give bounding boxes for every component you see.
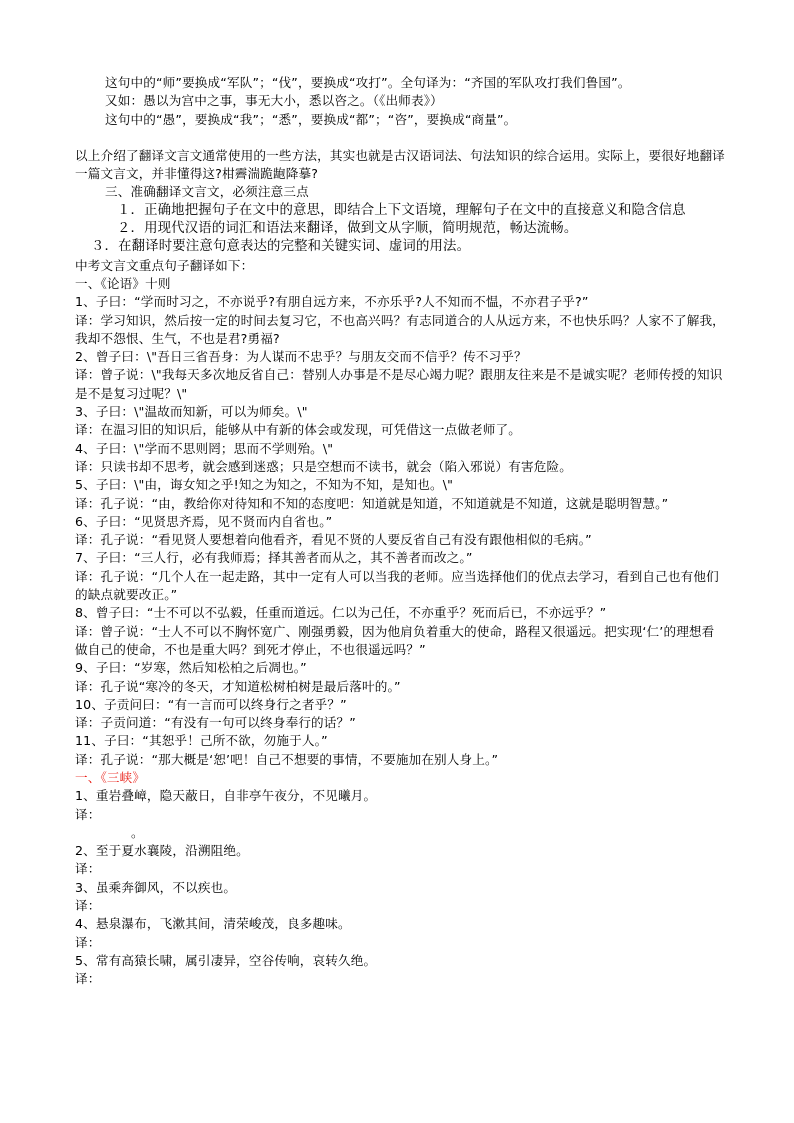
entry-question: 10、子贡问曰：“有一言而可以终身行之者乎？” (75, 696, 347, 712)
entry-translation: 译：孔子说：“看见贤人要想着向他看齐，看见不贤的人要反省自己有没有跟他相似的毛病。” (75, 532, 592, 548)
entry-question: 4、子曰：\"学而不思则罔；思而不学则殆。\" (75, 440, 334, 456)
sanxia-entry-1 (75, 787, 725, 842)
entry-translation: 译：孔子说：“几个人在一起走路，其中一定有人可以当我的老师。应当选择他们的优点去学习，看到自己也有他们的缺点就要改正。” (75, 568, 719, 603)
entry-question: 5、常有高猿长啸，属引凄异，空谷传响，哀转久绝。 (75, 952, 377, 968)
section3-item-3: ３．在翻译时要注意句意表达的完整和关键实词、虚词的用法。 (91, 239, 471, 255)
entry-translation: 译： (75, 861, 101, 877)
lunyu-entry-5 (75, 476, 725, 513)
sanxia-heading: 一、《三峡》 (75, 769, 146, 785)
entry-question: 8、曾子曰：“士不可以不弘毅，任重而道远。仁以为己任，不亦重乎？死而后已，不亦远乎？” (75, 605, 607, 621)
entry-translation: 译：曾子说：“士人不可以不胸怀宽广、刚强勇毅，因为他肩负着重大的使命，路程又很遥远。把实现‘仁’的理想看做自己的使命，不也是重大吗？到死才停止，不也很遥远吗？” (75, 623, 715, 657)
lunyu-entry-7 (75, 549, 725, 604)
paragraph-gap (75, 129, 725, 147)
entry-translation: 译：学习知识，然后按一定的时间去复习它，不也高兴吗？有志同道合的人从远方来，不也快乐吗？人家不了解我，我却不怨恨、生气，不也是君?勇福? (75, 312, 725, 346)
entry-translation: 译：子贡问道：“有没有一句可以终身奉行的话？” (75, 715, 356, 731)
entry-question: 3、虽乘奔御风，不以疾也。 (75, 879, 237, 895)
entry-translation: 译： (75, 898, 101, 914)
sanxia-entry-3 (75, 879, 725, 916)
intro-line-2: 又如：愚以为宫中之事，事无大小，悉以咨之。（《出师表》） (105, 93, 443, 109)
entry-question: 6、子曰：“见贤思齐焉，见不贤而内自省也。” (75, 513, 333, 529)
lunyu-entry-1 (75, 293, 725, 348)
entry-question: 2、曾子曰：\"吾日三省吾身：为人谋而不忠乎？与朋友交而不信乎？传不习乎？ (75, 349, 527, 365)
section3-item-2: ２．用现代汉语的词汇和语法来翻译，做到文从字顺，简明规范，畅达流畅。 (117, 221, 578, 237)
lunyu-entry-9 (75, 659, 725, 696)
entry-question: 7、子曰：“三人行，必有我师焉；择其善者而从之，其不善者而改之。” (75, 550, 473, 566)
intro-line-1: 这句中的“师”要换成“军队”；“伐”，要换成“攻打”。全句译为：“齐国的军队攻打我们鲁国”。 (105, 75, 631, 90)
lunyu-entry-3 (75, 403, 725, 440)
document-page (75, 74, 725, 989)
entry-translation: 译：孔子说“寒冷的冬天，才知道松树柏树是最后落叶的。” (75, 678, 401, 694)
entry-translation: 译：孔子说：“那大概是‘恕’吧！自己不想要的事情，不要施加在别人身上。” (75, 751, 499, 767)
section3-item-1: １．正确地把握句子在文中的意思，即结合上下文语境，理解句子在文中的直接意义和隐含信息 (117, 202, 686, 218)
entry-question: 11、子曰：“其恕乎！己所不欲，勿施于人。” (75, 733, 328, 749)
lunyu-entry-6 (75, 513, 725, 550)
entry-question: 9、子曰：“岁寒，然后知松柏之后凋也。” (75, 660, 307, 676)
sanxia-entry-4 (75, 915, 725, 952)
entry-question: 1、重岩叠嶂，隐天蔽日，自非亭午夜分，不见曦月。 (75, 788, 377, 804)
lunyu-entry-2 (75, 348, 725, 403)
entry-translation: 译：曾子说：\"我每天多次地反省自己：替别人办事是不是尽心竭力呢？跟朋友往来是不是诚实呢？老师传授的知识是不是复习过呢？\" (75, 367, 723, 401)
entry-translation: 译：只读书却不思考，就会感到迷惑；只是空想而不读书，就会（陷入邪说）有害危险。 (75, 458, 573, 474)
lunyu-entry-11 (75, 732, 725, 769)
entry-translation: 译： (75, 971, 101, 987)
lunyu-entry-4 (75, 440, 725, 477)
intro-line-3: 这句中的“愚”，要换成“我”；“悉”，要换成“都”；“咨”，要换成“商量”。 (105, 111, 517, 127)
summary-paragraph: 以上介绍了翻译文言文通常使用的一些方法，其实也就是古汉语词法、句法知识的综合运用。实际上，要很好地翻译一篇文言文，并非懂得这?柑霽湍跪龅降摹? (75, 147, 725, 182)
entry-translation: 译： (75, 806, 101, 822)
lunyu-entry-8 (75, 604, 725, 659)
entry-translation: 译：孔子说：“由，教给你对待知和不知的态度吧：知道就是知道，不知道就是不知道，这就是聪明智慧。” (75, 495, 669, 511)
entry-question: 5、子曰：\"由，诲女知之乎!知之为知之，不知为不知，是知也。\" (75, 477, 454, 493)
entry-question: 4、悬泉瀑布，飞漱其间，清荣峻茂，良多趣味。 (75, 916, 351, 932)
entry-question: 2、至于夏水襄陵，沿溯阻绝。 (75, 843, 249, 859)
section3-heading: 三、准确翻译文言文，必须注意三点 (105, 184, 309, 200)
entry-translation: 译： (75, 934, 101, 950)
exam-title: 中考文言文重点句子翻译如下： (75, 257, 254, 273)
entry-blank-mark: 。 (131, 824, 144, 840)
lunyu-heading: 一、《论语》十则 (75, 275, 171, 291)
lunyu-entry-10 (75, 696, 725, 733)
entry-translation: 译：在温习旧的知识后，能够从中有新的体会或发现，可凭借这一点做老师了。 (75, 422, 522, 438)
entry-question: 3、子曰：\"温故而知新，可以为师矣。\" (75, 404, 308, 420)
sanxia-entry-2 (75, 842, 725, 879)
sanxia-entry-5 (75, 952, 725, 989)
entry-question: 1、子曰：“学而时习之，不亦说乎?有朋自远方来，不亦乐乎?人不知而不愠，不亦君子乎?” (75, 294, 589, 310)
